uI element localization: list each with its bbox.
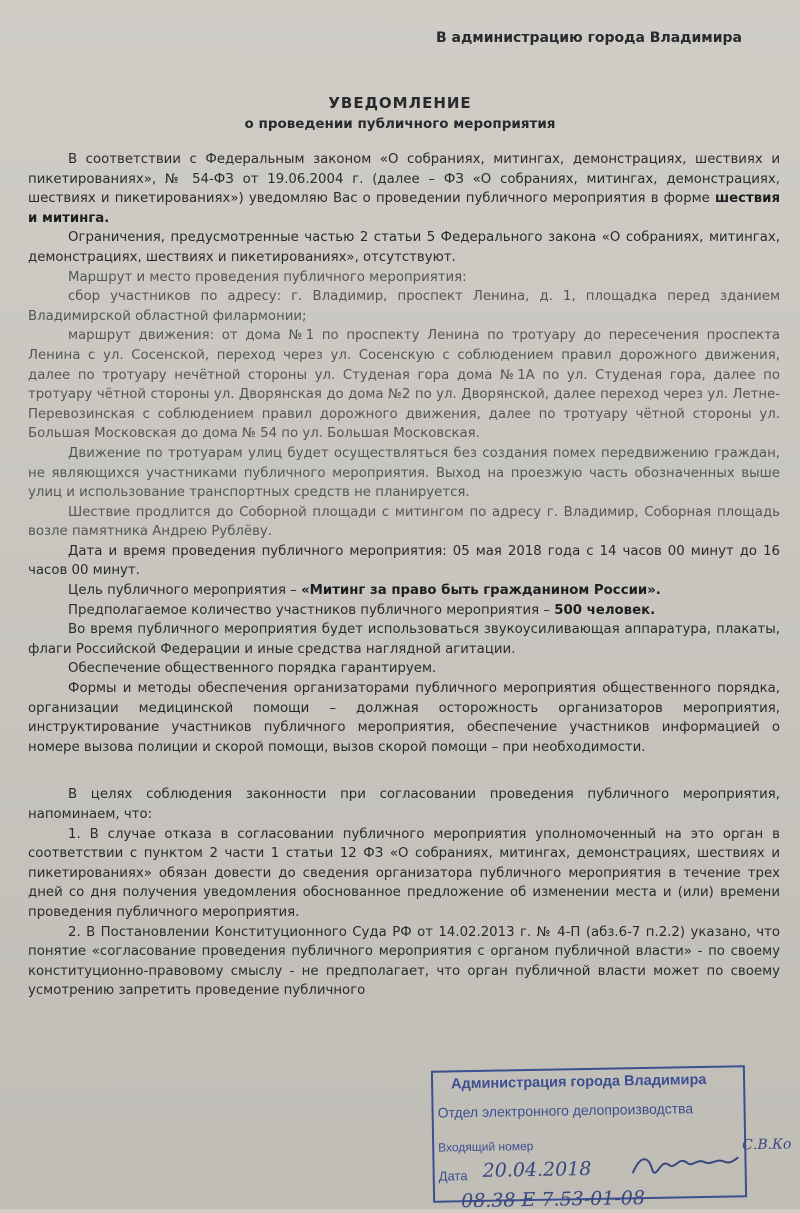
participants-label: Предполагаемое количество участников публичного мероприятия – (68, 602, 551, 618)
stamp-organization: Администрация города Владимира (450, 1071, 707, 1093)
paragraph-equipment: Во время публичного мероприятия будет использоваться звукоусиливающая аппаратура, плакаты, флаги Российской Федерации и иные средства наглядной агитации. (28, 622, 780, 657)
handwritten-side-note: С.В.Ко (742, 1136, 792, 1154)
purpose-value: «Митинг за право быть гражданином России». (301, 583, 661, 599)
paragraph-route: маршрут движения: от дома №1 по проспекту Ленина по тротуару до пересечения проспекта Ленина с ул. Сосенской, переход через ул. Сосенскую с соблюдением правил дорожного движения, далее по тротуару нечётной стороны ул. Студеная гора дома №1А по ул. Студеная гора, далее по тротуару чётной стороны ул. Дворянская до дома №2 по ул. Дворянской, далее переход через ул. Летне-Перевозинская с соблюдением правил дорожного движения, далее по тротуару чётной стороны ул. Большая Московская до дома № 54 по ул. Большая Московская. (28, 328, 780, 442)
paragraph-route-heading: Маршрут и место проведения публичного мероприятия: (68, 269, 467, 285)
paragraph-date-time: Дата и время проведения публичного мероприятия: 05 мая 2018 года с 14 часов 00 минут до 16 часов 00 минут. (28, 543, 780, 579)
section-gap (28, 757, 780, 785)
event-form: шествия и митинга. (28, 191, 780, 226)
stamp-department: Отдел электронного делопроизводства (437, 1100, 694, 1121)
paragraph-procession-end: Шествие продлится до Соборной площади с митингом по адресу г. Владимир, Соборная площадь возле памятника Андрею Рублёву. (28, 504, 780, 540)
purpose-label: Цель публичного мероприятия – (68, 583, 297, 599)
signature-icon (630, 1149, 741, 1181)
document-title: УВЕДОМЛЕНИЕ (328, 94, 472, 112)
paragraph-purpose (28, 581, 780, 601)
paragraph-point-1: 1. В случае отказа в согласовании публичного мероприятия уполномоченный на это орган в соответствии с пунктом 2 части 1 статьи 12 ФЗ «О собраниях, митингах, демонстрациях, шествиях и пикетированиях» обязан довести до сведения организатора публичного мероприятия в течение трех дней со дня получения уведомления обоснованное предложение об изменении места и (или) времени проведения публичного мероприятия. (28, 826, 780, 920)
registration-stamp (431, 1065, 792, 1213)
paragraph-movement: Движение по тротуарам улиц будет осуществляться без создания помех передвижению граждан, не являющихся участниками публичного мероприятия. Выход на проезжую часть обозначенных выше улиц и использование транспортных средств не планируется. (28, 445, 780, 501)
handwritten-date: 20.04.2018 (482, 1157, 592, 1182)
addressee: В администрацию города Владимира (436, 30, 742, 46)
handwritten-reg-number: 08.38 Е 7.53-01-08 (460, 1187, 646, 1213)
stamp-incoming-number-label: Входящий номер (438, 1138, 534, 1155)
paragraph-participants (28, 601, 780, 621)
paragraph-order: Обеспечение общественного порядка гарантируем. (68, 661, 437, 677)
paragraph-restrictions: Ограничения, предусмотренные частью 2 статьи 5 Федерального закона «О собраниях, митингах, демонстрациях, шествиях и пикетированиях», отсутствуют. (28, 230, 780, 265)
paragraph-intro (28, 150, 780, 228)
document-subtitle: о проведении публичного мероприятия (244, 116, 556, 132)
document-body (28, 150, 780, 1001)
paragraph-assembly-point: сбор участников по адресу: г. Владимир, проспект Ленина, д. 1, площадка перед зданием Владимирской областной филармонии; (28, 289, 780, 324)
paragraph-point-2: 2. В Постановлении Конституционного Суда РФ от 14.02.2013 г. № 4-П (абз.6-7 п.2.2) указано, что понятие «согласование проведения публичного мероприятия с органом публичной власти» - по своему конституционно-правовому смыслу - не предполагает, что орган публичной власти может по своему усмотрению запретить проведение публичного (28, 924, 780, 999)
paragraph-reminder: В целях соблюдения законности при согласовании проведения публичного мероприятия, напоминаем, что: (28, 787, 780, 822)
stamp-date-label: Дата (438, 1168, 468, 1184)
paragraph-methods: Формы и методы обеспечения организаторами публичного мероприятия общественного порядка, организации медицинской помощи – должная осторожность организаторов мероприятия, инструктирование участников публичного мероприятия, обеспечение участников информацией о номере вызова полиции и скорой помощи, вызов скорой помощи – при необходимости. (28, 681, 780, 755)
participants-value: 500 человек. (554, 602, 656, 618)
paragraph-intro-text: В соответствии с Федеральным законом «О собраниях, митингах, демонстрациях, шествиях и пикетированиях», № 54-ФЗ от 19.06.2004 г. (далее – ФЗ «О собраниях, митингах, демонстрациях, шествиях и пикетированиях») уведомляю Вас о проведении публичного мероприятия в форме (28, 152, 780, 207)
